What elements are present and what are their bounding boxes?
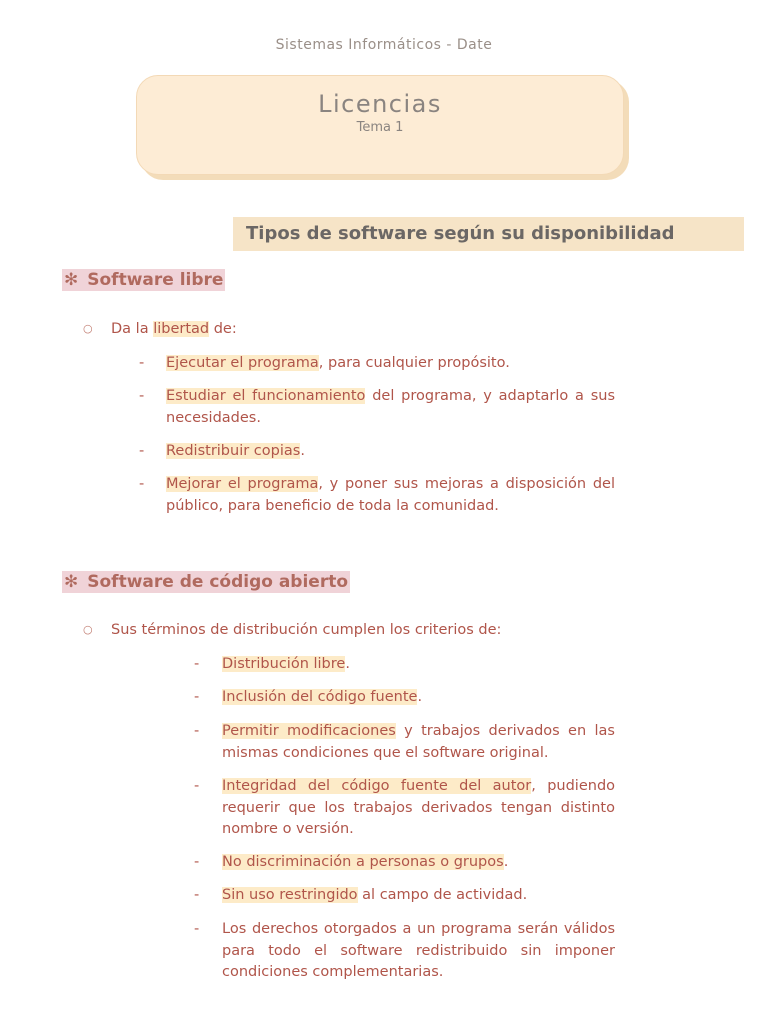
list-item (139, 474, 615, 517)
list-item (139, 386, 615, 429)
dash-icon: - (194, 778, 200, 794)
item-text (222, 654, 615, 676)
item-highlight: No discriminación a personas o grupos (222, 854, 504, 870)
asterisk-icon: ✻ (64, 572, 79, 592)
dash-icon: - (139, 476, 145, 492)
document-subtitle: Tema 1 (356, 120, 404, 135)
item-highlight: Mejorar el programa (166, 476, 319, 492)
asterisk-icon: ✻ (64, 270, 79, 290)
item-rest: al campo de actividad. (357, 887, 528, 903)
item-rest: . (503, 854, 509, 870)
dash-icon: - (139, 388, 145, 404)
item-rest: Los derechos otorgados a un programa serán válidos para todo el software redistribuido sin imponer condiciones complementarias. (222, 921, 615, 980)
dash-icon: - (194, 921, 200, 937)
item-highlight: Distribución libre (222, 656, 346, 672)
item-highlight: Sin uso restringido (222, 887, 358, 903)
list-item (194, 776, 615, 841)
bullet-text-post: de: (209, 321, 237, 337)
heading-highlight (62, 269, 225, 291)
bullet-highlight: libertad (153, 321, 210, 337)
item-highlight: Ejecutar el programa (166, 355, 319, 371)
dash-icon: - (139, 443, 145, 459)
list-item (194, 852, 615, 874)
bullet-libertad (83, 321, 237, 337)
circle-bullet-icon: ○ (83, 322, 93, 335)
item-text (166, 441, 615, 463)
item-text (222, 919, 615, 984)
dash-icon: - (194, 723, 200, 739)
bullet-terminos (83, 622, 501, 638)
list-item (139, 353, 615, 375)
item-rest: , y poner sus mejoras a disposición del público, para beneficio de toda la comunidad. (166, 476, 616, 514)
item-rest: , para cualquier propósito. (318, 355, 510, 371)
item-highlight: Permitir modificaciones (222, 723, 396, 739)
item-text (166, 386, 615, 429)
list-item (139, 441, 615, 463)
item-rest: , pudiendo requerir que los trabajos derivados tengan distinto nombre o versión. (222, 778, 616, 837)
item-highlight: Integridad del código fuente del autor (222, 778, 532, 794)
list-item (194, 654, 615, 676)
item-text (222, 687, 615, 709)
dash-icon: - (194, 689, 200, 705)
dash-icon: - (194, 854, 200, 870)
document-title: Licencias (318, 90, 442, 118)
list-item (194, 885, 615, 907)
bullet-text: Sus términos de distribución cumplen los criterios de: (111, 622, 502, 638)
item-rest: y trabajos derivados en las mismas condiciones que el software original. (222, 723, 615, 761)
item-text (222, 852, 615, 874)
item-text (222, 885, 615, 907)
heading-software-libre (62, 270, 225, 290)
list-item (194, 721, 615, 764)
title-box (136, 75, 624, 175)
item-highlight: Estudiar el funcionamiento (166, 388, 366, 404)
item-text (166, 474, 615, 517)
heading-highlight (62, 571, 350, 593)
dash-icon: - (194, 656, 200, 672)
item-rest: del programa, y adaptarlo a sus necesidades. (166, 388, 616, 426)
item-rest: . (417, 689, 423, 705)
heading-text: Software de código abierto (87, 572, 349, 592)
item-text (166, 353, 615, 375)
item-text (222, 776, 615, 841)
dash-icon: - (194, 887, 200, 903)
circle-bullet-icon: ○ (83, 623, 93, 636)
item-highlight: Inclusión del código fuente (222, 689, 418, 705)
bullet-text-pre: Da la (111, 321, 154, 337)
course-header: Sistemas Informáticos - Date (275, 37, 493, 53)
list-item (194, 687, 615, 709)
heading-software-codigo-abierto (62, 572, 350, 592)
item-highlight: Redistribuir copias (166, 443, 301, 459)
dash-icon: - (139, 355, 145, 371)
item-rest: . (300, 443, 305, 459)
list-item (194, 919, 615, 984)
item-rest: . (345, 656, 350, 672)
item-text (222, 721, 615, 764)
section-banner: Tipos de software según su disponibilidad (233, 217, 744, 251)
heading-text: Software libre (87, 270, 224, 290)
